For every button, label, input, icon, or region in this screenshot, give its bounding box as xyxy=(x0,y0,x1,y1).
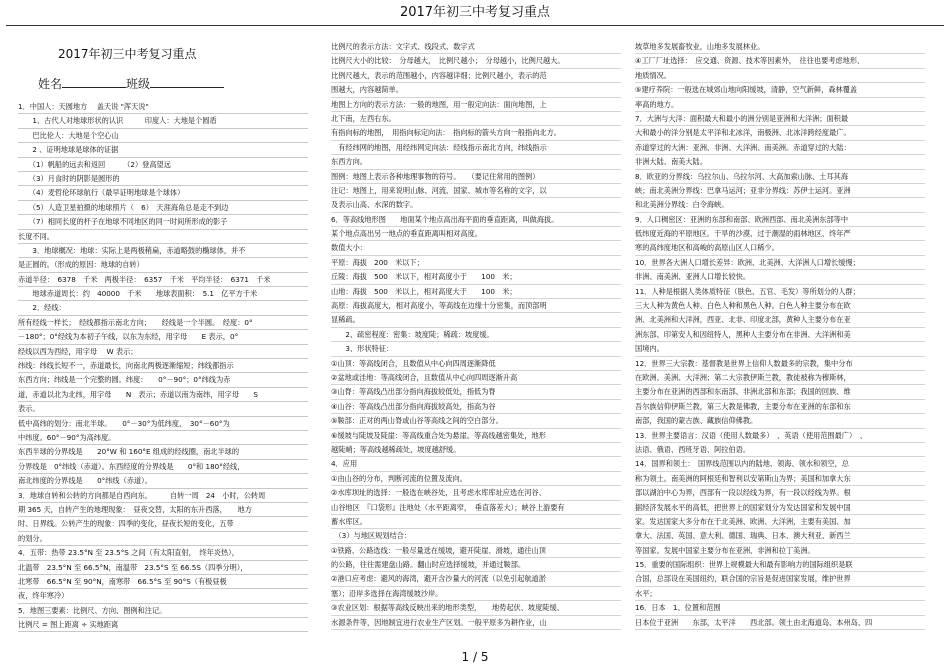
class-label: 班级 xyxy=(126,77,151,91)
text-line: 据经济发展水平的高低，把世界上的国家划分为发达国家和发展中国 xyxy=(635,501,925,515)
text-line: 显稀疏。 xyxy=(331,313,621,327)
text-line: 3、形状特征： xyxy=(331,342,621,356)
text-line: ③农业区划：根据等高线反映出来的地形类型， 地势起伏、坡度陡缓、 xyxy=(331,601,621,615)
text-line: 南部，我国的蒙古族、藏族信仰佛教。 xyxy=(635,414,925,428)
text-line: 北寒带 66.5°N 至 90°N，南寒带 66.5°S 至 90°S（有极昼极 xyxy=(18,575,308,589)
text-line: 2．经线： xyxy=(18,301,308,315)
text-line: ①铁路、公路选线：一般尽量选在缓坡，避开陡崖、滑坡，通往山顶 xyxy=(331,544,621,558)
text-line: 4．五带：热带 23.5°N 至 23.5°S 之间（有太阳直射， 终年炎热）， xyxy=(18,546,308,560)
text-line: 吾尔族信仰伊斯兰教，第三大教是佛教，主要分布在亚洲的东部和东 xyxy=(635,400,925,414)
text-line: （3）与地区规划结合： xyxy=(331,529,621,543)
column-middle-lines xyxy=(331,40,621,630)
name-blank xyxy=(62,75,126,88)
text-line: 16．日本 1、位置和范围 xyxy=(635,601,925,615)
text-line: 夜，终年寒冷） xyxy=(18,589,308,603)
text-line: 时、日界线。公转产生的现象：四季的变化，昼夜长短的变化，五带 xyxy=(18,517,308,531)
text-line: 赤道半径： 6378 千米 两极半径： 6357 千米 平均半径： 6371 千米 xyxy=(18,273,308,287)
text-line: （7）相同长度的杆子在地球不同地区的同一时间所形成的影子 xyxy=(18,215,308,229)
text-line: ①山顶：等高线闭合，且数值从中心向四周逐渐降低 xyxy=(331,357,621,371)
column-left xyxy=(18,30,308,632)
text-line: 高原：海拔高度大，相对高度小，等高线在边缘十分密集，而顶部明 xyxy=(331,299,621,313)
text-line: ⑤鞍部：正对的两山脊或山谷等高线之间的空白部分。 xyxy=(331,414,621,428)
text-line: 比例尺的表示方法：文字式、线段式、数字式 xyxy=(331,40,621,54)
text-line: 南北纬度的分界线是 0°纬线（赤道）。 xyxy=(18,474,308,488)
text-line: 围越大，内容越简单。 xyxy=(331,83,621,97)
text-line: 北下南，左西右东。 xyxy=(331,112,621,126)
column-left-lines xyxy=(18,100,308,632)
text-line: 坡草地多发展畜牧业，山地多发展林业。 xyxy=(635,40,925,54)
text-line: 5．地图三要素：比例尺、方向、图例和注记。 xyxy=(18,604,308,618)
column-right-lines xyxy=(635,40,925,630)
text-line: 地球赤道周长：约 40000 千米 地球表面积： 5.1 亿平方千米 xyxy=(18,287,308,301)
text-line: 14．国界和领土： 国界线范围以内的陆地、领海、领水和领空，总 xyxy=(635,457,925,471)
text-line: 纬线：纬线长短不一，赤道最长，向南北两极逐渐缩短；纬线都指示 xyxy=(18,359,308,373)
text-line: 分界线是 0°纬线（赤道）。东西经度的分界线是 0°和 180°经线， xyxy=(18,460,308,474)
text-line: 主要分布在亚洲的西部和东南部、非洲北部和东部；我国的回族、维 xyxy=(635,385,925,399)
text-line: 非洲大陆、南美大陆。 xyxy=(635,155,925,169)
text-line: 和北美洲分界线：白令海峡。 xyxy=(635,198,925,212)
text-line: 水平； xyxy=(635,587,925,601)
text-line: 有指向标的地图， 用指向标定向法： 指向标的箭头方向一般指向北方。 xyxy=(331,126,621,140)
text-line: 山谷地区 『口袋形』注地处（水平距离窄， 垂直落差大）；峡谷上游要有 xyxy=(331,501,621,515)
text-line: 9．人口稠密区：亚洲的东部和南部、欧洲西部、南北美洲东部等中 xyxy=(635,213,925,227)
text-line: 称为领土。南美洲的阿根廷和智利以安第斯山为界；美国和加拿大东 xyxy=(635,472,925,486)
text-line: 注记：地图上，用来说明山脉、河流、国家、城市等名称的文字，以 xyxy=(331,184,621,198)
text-line: 15．重要的国际组织：世界上规模最大和最有影响力的国际组织是联 xyxy=(635,558,925,572)
text-line: 比例尺越大，表示的范围越小，内容越详细；比例尺越小，表示的范 xyxy=(331,69,621,83)
text-line: 所有经线一样长； 经线都指示南北方向； 经线是一个半圆。 经度：0° xyxy=(18,316,308,330)
document-title: 2017年初三中考复习重点 xyxy=(58,47,197,61)
text-line: 某个地点高出另一地点的垂直距离叫相对高度。 xyxy=(331,227,621,241)
text-line: ⑥缓坡与陡坡及陡崖：等高线重合处为悬崖。等高线越密集处，地形 xyxy=(331,429,621,443)
text-line: 在欧洲、美洲、大洋洲；第二大宗教伊斯兰教，教徒被称为穆斯林， xyxy=(635,371,925,385)
text-line: 有经纬网的地图，用经纬网定向法：经线指示南北方向，纬线指示 xyxy=(331,141,621,155)
name-class-row xyxy=(18,74,308,94)
text-line: 比例尺大小的比较： 分母越大， 比例尺越小； 分母越小，比例尺越大。 xyxy=(331,54,621,68)
text-line: －180°；0°经线为本初子午线，以东为东经，用字母 E 表示，0° xyxy=(18,330,308,344)
text-line: 北温带 23.5°N 至 66.5°N，南温带 23.5°S 至 66.5S（四季分明）， xyxy=(18,561,308,575)
class-blank xyxy=(150,75,224,88)
text-line: 比例尺 = 图上距离 ÷ 实地距离 xyxy=(18,618,308,632)
text-line: ④工厂厂址选择： 应交通、资源、技术等因素外， 往往也要考虑地形、 xyxy=(635,54,925,68)
text-line: 地图上方向的表示方法：一般的地图，用一般定向法：面向地图，上 xyxy=(331,98,621,112)
text-line: 数值大小： xyxy=(331,241,621,255)
text-line: 6．等高线地形图 地面某个地点高出海平面的垂直距离，叫做海拔。 xyxy=(331,213,621,227)
text-line: 图例：地图上表示各种地理事物的符号。 （要记住常用的图例） xyxy=(331,170,621,184)
text-line: 经线以西为西经，用字母 W 表示； xyxy=(18,345,308,359)
text-line: 3．地球自转和公转的方向都是自西向东。 自转一周 24 小时，公转周 xyxy=(18,489,308,503)
text-line: 赤道穿过的大洲：亚洲、非洲、大洋洲、南美洲。赤道穿过的大陆： xyxy=(635,141,925,155)
page-number: 1 / 5 xyxy=(461,650,489,664)
text-line: 12．世界三大宗教：基督教是世界上信仰人数最多的宗教，集中分布 xyxy=(635,357,925,371)
text-line: 洲东部、印第安人和因纽特人，黑种人主要分布在非洲、大洋洲和美 xyxy=(635,328,925,342)
text-line: 家。发达国家大多分布在于北美洲、欧洲、大洋洲，主要有美国、加 xyxy=(635,515,925,529)
name-label: 姓名 xyxy=(38,77,63,91)
text-line: 1．中国人：天圆地方 盖天说 "浑天说" xyxy=(18,100,308,114)
text-line: 低中高纬的划分：南北半球。 0°－30°为低纬度， 30°－60°为 xyxy=(18,417,308,431)
text-line: 水源条件等，因地制宜进行农业生产区划。一般平原多为耕作业，山 xyxy=(331,616,621,630)
text-line: 拿大、法国、英国、意大利、德国、瑞典、日本、澳大利亚、新西兰 xyxy=(635,529,925,543)
text-line: 法语、俄语、西班牙语、阿拉伯语。 xyxy=(635,443,925,457)
text-line: 2 、证明地球是球体的证据 xyxy=(18,143,308,157)
text-line: 2、疏密程度：密集：坡度陡；稀疏：坡度缓。 xyxy=(331,328,621,342)
text-line: 寒的高纬度地区和高峻的高原山区人口稀少。 xyxy=(635,241,925,255)
text-line: 道，赤道以北为北纬，用字母 N 表示；赤道以南为南纬，用字母 S xyxy=(18,388,308,402)
text-line: 大和最小的洋分别是太平洋和北冰洋，南极洲、北冰洋跨经度最广。 xyxy=(635,126,925,140)
text-line: 等国家。发展中国家主要分布在亚洲、非洲和拉丁美洲。 xyxy=(635,544,925,558)
text-line: 非洲、南美洲、亚洲人口增长较快。 xyxy=(635,270,925,284)
text-line: （5）人造卫星拍摄的地球照片（ 6） 天涯海角总是走不到边 xyxy=(18,201,308,215)
text-line: 山地：海拔 500 米以上，相对高度大于 100 米； xyxy=(331,285,621,299)
text-line: 期 365 天，自转产生的地理现象： 昼夜交替，太阳的东升西落， 地方 xyxy=(18,503,308,517)
text-line: ④山谷：等高线凸出部分指向海拔较高处，指高为谷 xyxy=(331,400,621,414)
text-line: 及表示山高、水深的数字。 xyxy=(331,198,621,212)
text-line: 合国，总部设在美国纽约，联合国的宗旨是促进国家发展，维护世界 xyxy=(635,572,925,586)
text-line: 越陡峭；等高线越稀疏处，坡度越舒缓。 xyxy=(331,443,621,457)
text-line: ③山脊：等高线凸出部分指向海拔较低处，指低为脊 xyxy=(331,385,621,399)
text-line: 低纬度近海的平原地区。干旱的沙漠、过于潮湿的雨林地区、终年严 xyxy=(635,227,925,241)
text-line: 三大人种为黄色人种、白色人种和黑色人种。白色人种主要分布在欧 xyxy=(635,299,925,313)
text-line: ②盆地或洼地：等高线闭合，且数值从中心向四周逐渐升高 xyxy=(331,371,621,385)
text-line: 东西方向；纬线是一个完整的圆。纬度： 0°－90°；0°纬线为赤 xyxy=(18,373,308,387)
text-line: 表示。 xyxy=(18,402,308,416)
text-line: 率高的地方。 xyxy=(635,98,925,112)
text-line: 13．世界主要语言：汉语（使用人数最多） 、英语（使用范围最广） 、 xyxy=(635,429,925,443)
text-line: ①由山谷的分布，判断河流的位置及流向。 xyxy=(331,472,621,486)
text-line: 地质情况。 xyxy=(635,69,925,83)
text-line: 部以湖泊中心为界，西部有一段以经线为界，有一段以经线为界。根 xyxy=(635,486,925,500)
column-right xyxy=(635,40,925,630)
text-line: 11．人种是根据人类体质特征（肤色、五官、毛发）等所划分的人群； xyxy=(635,285,925,299)
text-line: 8．欧亚的分界线：乌拉尔山、乌拉尔河、大高加索山脉、土耳其海 xyxy=(635,170,925,184)
text-line: 东西方向。 xyxy=(331,155,621,169)
header-divider xyxy=(6,25,944,26)
text-line: 中纬度。60°－90°为高纬度。 xyxy=(18,431,308,445)
text-line: 峡；南北美洲分界线：巴拿马运河；亚非分界线：苏伊士运河。亚洲 xyxy=(635,184,925,198)
text-line: 1、古代人对地球形状的认识 印度人：大地是个圆盾 xyxy=(18,114,308,128)
text-line: 丘陵：海拔 500 米以下，相对高度小于 100 米； xyxy=(331,270,621,284)
text-line: （1）帆船的远去和返回 （2）登高望远 xyxy=(18,158,308,172)
text-line: ⑤建疗养院：一般选在城郊山地向阳缓坡，清静，空气新鲜，森林覆盖 xyxy=(635,83,925,97)
text-line: 是正圆的。（形成的原因：地球的自转） xyxy=(18,258,308,272)
text-line: 4．应用 xyxy=(331,457,621,471)
text-line: 3．地球概况：地球：实际上是两极稍扁，赤道略鼓的椭球体，并不 xyxy=(18,244,308,258)
text-line: ②港口应考虑：避风的海湾，避开含沙量大的河流（以免引起航道淤 xyxy=(331,572,621,586)
text-line: 蓄水库区。 xyxy=(331,515,621,529)
text-line: 国境内。 xyxy=(635,342,925,356)
text-line: 长度不同。 xyxy=(18,230,308,244)
text-line: 的划分。 xyxy=(18,532,308,546)
column-middle xyxy=(331,40,621,630)
text-line: 巴比伦人：大地是个空心山 xyxy=(18,129,308,143)
text-line: 东西半球的分界线是 20°W 和 160°E 组成的经线圈，南北半球的 xyxy=(18,445,308,459)
text-line: （3）月食时的阴影是圆形的 xyxy=(18,172,308,186)
text-line: 日本位于亚洲 东部，太平洋 西北部。领土由北海道岛、本州岛、四 xyxy=(635,616,925,630)
text-line: （4）麦哲伦环球航行（最早证明地球是个球体） xyxy=(18,186,308,200)
text-line: 洲、北美洲和大洋洲，西亚、北非、印度北部，黄种人主要分布在亚 xyxy=(635,313,925,327)
text-line: 塞）；沿岸多选择在海湾缓坡沙岸。 xyxy=(331,587,621,601)
text-line: ②水库坝址的选择：一般选在峡谷处，且考虑水库库址应选在河谷、 xyxy=(331,486,621,500)
text-line: 10．世界各大洲人口增长差异：欧洲、北美洲、大洋洲人口增长缓慢； xyxy=(635,256,925,270)
text-line: 的公路，往往需建盘山路。翻山时应选择缓坡，并通过鞍部。 xyxy=(331,558,621,572)
text-line: 7．大洲与大洋：面积最大和最小的洲分别是亚洲和大洋洲；面积最 xyxy=(635,112,925,126)
text-line: 平原：海拔 200 米以下； xyxy=(331,256,621,270)
page-header-title: 2017年初三中考复习重点 xyxy=(399,5,551,20)
